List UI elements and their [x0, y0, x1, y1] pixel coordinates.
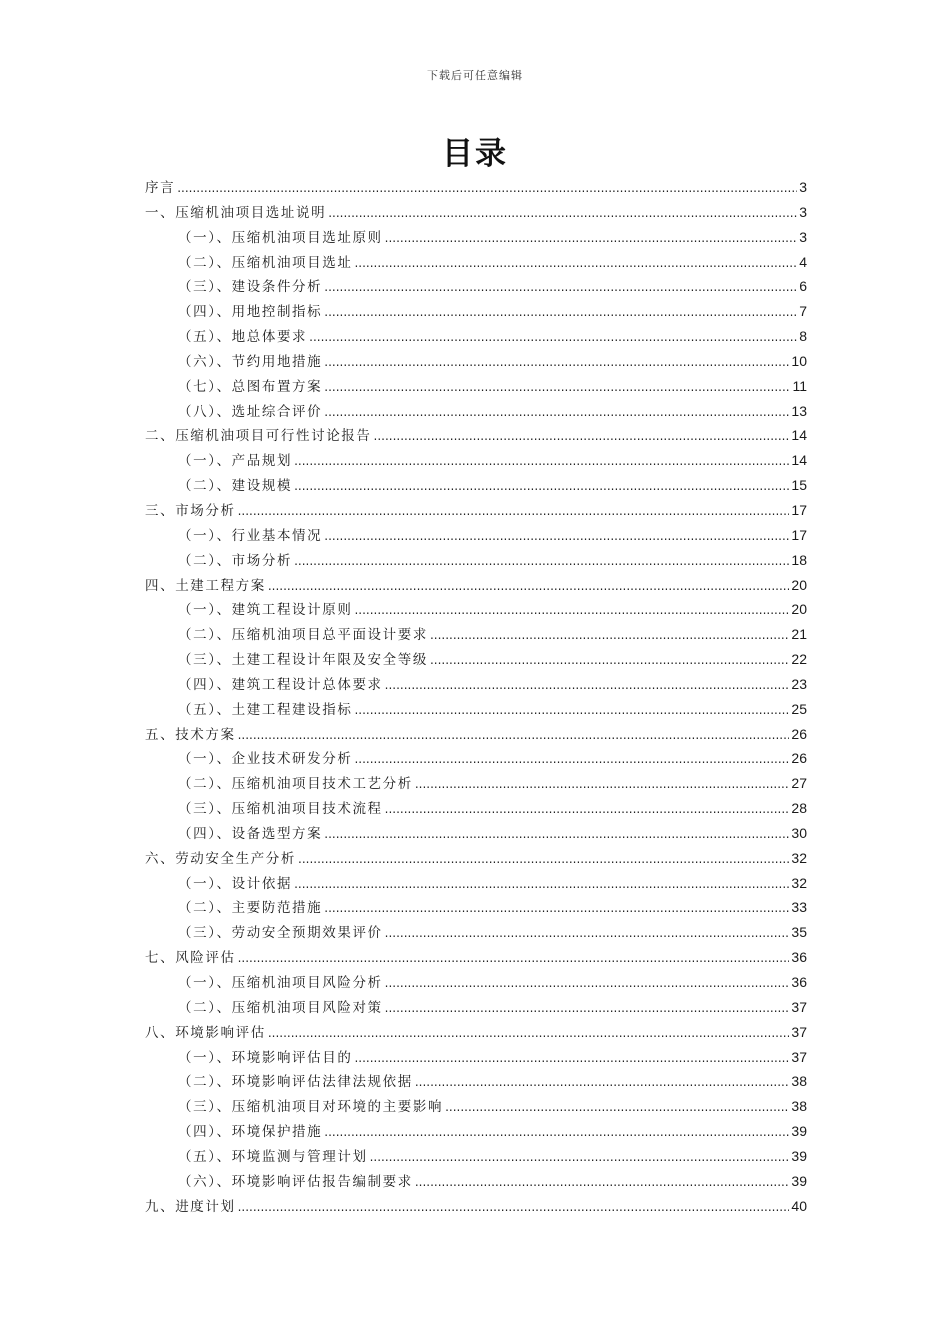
toc-entry-label: （六）、环境影响评估报告编制要求: [178, 1173, 413, 1190]
toc-entry-page-number: 3: [799, 203, 807, 220]
toc-entry-label: （六）、节约用地措施: [178, 353, 323, 370]
toc-entry[interactable]: [145, 299, 807, 324]
toc-entry[interactable]: [145, 548, 807, 573]
toc-leader-dots: [374, 424, 790, 449]
toc-entry[interactable]: [145, 722, 807, 747]
toc-leader-dots: [385, 673, 790, 698]
toc-leader-dots: [177, 176, 797, 201]
toc-entry-label: （三）、土建工程设计年限及安全等级: [178, 652, 428, 669]
toc-leader-dots: [238, 946, 790, 971]
toc-entry[interactable]: [145, 771, 807, 796]
toc-entry[interactable]: [145, 970, 807, 995]
toc-leader-dots: [324, 1120, 789, 1145]
toc-entry-page-number: 17: [791, 526, 807, 543]
toc-entry-page-number: 28: [791, 800, 807, 817]
toc-entry[interactable]: [145, 498, 807, 523]
toc-leader-dots: [415, 772, 790, 797]
toc-leader-dots: [324, 275, 797, 300]
toc-entry-page-number: 3: [799, 228, 807, 245]
toc-entry-page-number: 39: [791, 1172, 807, 1189]
toc-entry-label: （一）、行业基本情况: [178, 527, 323, 544]
toc-leader-dots: [298, 847, 789, 872]
toc-leader-dots: [309, 325, 797, 350]
toc-entry-label: （四）、建筑工程设计总体要求: [178, 676, 383, 693]
toc-leader-dots: [328, 201, 797, 226]
toc-entry-page-number: 8: [799, 328, 807, 345]
toc-entry-label: （五）、地总体要求: [178, 329, 308, 346]
toc-leader-dots: [354, 698, 789, 723]
toc-entry-page-number: 20: [791, 601, 807, 618]
toc-leader-dots: [354, 598, 789, 623]
toc-entry[interactable]: [145, 622, 807, 647]
toc-entry-page-number: 18: [791, 551, 807, 568]
toc-entry[interactable]: [145, 995, 807, 1020]
toc-entry[interactable]: [145, 796, 807, 821]
table-of-contents: [145, 175, 807, 1218]
toc-entry[interactable]: [145, 250, 807, 275]
toc-entry[interactable]: [145, 523, 807, 548]
toc-entry[interactable]: [145, 274, 807, 299]
toc-leader-dots: [238, 723, 790, 748]
toc-entry[interactable]: [145, 895, 807, 920]
toc-entry[interactable]: [145, 945, 807, 970]
toc-entry-label: （二）、压缩机油项目选址: [178, 254, 353, 271]
toc-entry-page-number: 6: [799, 278, 807, 295]
toc-entry-page-number: 25: [791, 700, 807, 717]
toc-entry-label: 一、压缩机油项目选址说明: [145, 204, 327, 221]
toc-entry-label: （四）、环境保护措施: [178, 1124, 323, 1141]
toc-entry[interactable]: [145, 1119, 807, 1144]
toc-entry[interactable]: [145, 399, 807, 424]
toc-entry-label: （一）、产品规划: [178, 453, 293, 470]
toc-entry[interactable]: [145, 1045, 807, 1070]
toc-entry-label: （一）、压缩机油项目选址原则: [178, 229, 383, 246]
toc-entry-label: （二）、建设规模: [178, 478, 293, 495]
toc-leader-dots: [268, 574, 790, 599]
toc-leader-dots: [294, 449, 789, 474]
toc-entry-page-number: 36: [791, 974, 807, 990]
toc-entry-page-number: 38: [791, 1098, 807, 1115]
toc-entry-label: 七、风险评估: [145, 950, 236, 967]
toc-leader-dots: [445, 1095, 789, 1120]
toc-entry-label: （二）、压缩机油项目总平面设计要求: [178, 627, 428, 644]
toc-entry-page-number: 20: [791, 576, 807, 593]
toc-entry-page-number: 13: [791, 402, 807, 419]
toc-entry[interactable]: [145, 225, 807, 250]
toc-entry-label: （一）、建筑工程设计原则: [178, 602, 353, 619]
toc-leader-dots: [324, 524, 789, 549]
toc-entry-page-number: 10: [791, 352, 807, 369]
toc-entry-label: （五）、土建工程建设指标: [178, 701, 353, 718]
toc-leader-dots: [294, 474, 789, 499]
toc-entry[interactable]: [145, 920, 807, 945]
toc-entry-page-number: 36: [791, 949, 807, 966]
toc-leader-dots: [268, 1021, 790, 1046]
toc-entry[interactable]: [145, 1194, 807, 1219]
toc-entry[interactable]: [145, 200, 807, 225]
toc-entry-page-number: 37: [791, 1048, 807, 1065]
toc-entry[interactable]: [145, 374, 807, 399]
toc-entry-page-number: 22: [791, 651, 807, 668]
toc-entry-page-number: 32: [791, 849, 807, 866]
toc-leader-dots: [415, 1170, 790, 1195]
toc-leader-dots: [324, 300, 797, 325]
toc-entry-label: 六、劳动安全生产分析: [145, 850, 296, 867]
toc-entry-page-number: 27: [791, 775, 807, 792]
toc-entry-label: （二）、主要防范措施: [178, 900, 323, 917]
toc-leader-dots: [238, 1195, 790, 1220]
toc-leader-dots: [294, 872, 789, 897]
toc-leader-dots: [370, 1145, 790, 1170]
toc-entry-label: （一）、环境影响评估目的: [178, 1049, 353, 1066]
toc-entry-page-number: 37: [791, 998, 807, 1015]
toc-leader-dots: [354, 747, 789, 772]
toc-entry-label: （三）、劳动安全预期效果评价: [178, 925, 383, 942]
toc-leader-dots: [324, 400, 789, 425]
toc-entry-page-number: 3: [799, 179, 807, 195]
toc-entry-page-number: 17: [791, 501, 807, 518]
toc-entry[interactable]: [145, 1020, 807, 1045]
toc-entry[interactable]: [145, 697, 807, 722]
toc-leader-dots: [385, 797, 790, 822]
toc-leader-dots: [385, 996, 790, 1021]
toc-entry-page-number: 39: [791, 1147, 807, 1164]
toc-entry-label: （二）、环境影响评估法律法规依据: [178, 1074, 413, 1091]
toc-entry[interactable]: [145, 597, 807, 622]
toc-entry-label: 五、技术方案: [145, 726, 236, 743]
toc-entry-label: （二）、压缩机油项目风险对策: [178, 999, 383, 1016]
toc-entry-label: （四）、设备选型方案: [178, 825, 323, 842]
toc-leader-dots: [354, 251, 797, 276]
toc-entry-label: （三）、压缩机油项目对环境的主要影响: [178, 1099, 444, 1116]
toc-entry-label: （五）、环境监测与管理计划: [178, 1148, 368, 1165]
toc-entry-label: （一）、压缩机油项目风险分析: [178, 975, 383, 991]
toc-entry-label: 四、土建工程方案: [145, 577, 266, 594]
toc-entry[interactable]: [145, 1169, 807, 1194]
toc-entry-page-number: 37: [791, 1023, 807, 1040]
toc-entry-page-number: 32: [791, 874, 807, 891]
toc-entry-label: （四）、用地控制指标: [178, 304, 323, 321]
toc-leader-dots: [385, 226, 798, 251]
toc-entry-page-number: 11: [792, 377, 807, 394]
toc-leader-dots: [324, 350, 789, 375]
toc-entry-label: 九、进度计划: [145, 1198, 236, 1215]
toc-entry[interactable]: [145, 746, 807, 771]
toc-entry-page-number: 35: [791, 924, 807, 941]
toc-entry[interactable]: [145, 846, 807, 871]
toc-entry[interactable]: [145, 1144, 807, 1169]
toc-entry-label: 序言: [145, 180, 176, 196]
toc-leader-dots: [415, 1070, 790, 1095]
toc-entry[interactable]: [145, 1094, 807, 1119]
toc-entry-page-number: 40: [791, 1197, 807, 1214]
toc-entry-label: 二、压缩机油项目可行性讨论报告: [145, 428, 372, 445]
toc-entry-page-number: 21: [791, 626, 807, 643]
toc-entry-label: （七）、总图布置方案: [178, 378, 323, 395]
toc-entry-label: （二）、压缩机油项目技术工艺分析: [178, 776, 413, 793]
toc-entry-label: （八）、选址综合评价: [178, 403, 323, 420]
toc-entry[interactable]: [145, 1069, 807, 1094]
toc-leader-dots: [430, 623, 789, 648]
toc-leader-dots: [294, 549, 789, 574]
toc-entry-label: （一）、设计依据: [178, 875, 293, 892]
toc-entry-page-number: 39: [791, 1123, 807, 1140]
toc-entry-page-number: 26: [791, 725, 807, 742]
toc-entry-page-number: 4: [799, 253, 807, 270]
toc-entry[interactable]: [145, 473, 807, 498]
toc-entry-label: （一）、企业技术研发分析: [178, 751, 353, 768]
toc-entry[interactable]: [145, 349, 807, 374]
toc-entry-page-number: 23: [791, 675, 807, 692]
toc-entry-page-number: 30: [791, 824, 807, 841]
toc-entry-label: 三、市场分析: [145, 502, 236, 519]
toc-entry-label: （二）、市场分析: [178, 552, 293, 569]
toc-leader-dots: [354, 1046, 789, 1071]
page-title: 目录: [442, 136, 508, 172]
toc-leader-dots: [385, 971, 790, 996]
toc-leader-dots: [238, 499, 790, 524]
toc-entry-page-number: 33: [791, 899, 807, 916]
toc-entry-page-number: 38: [791, 1073, 807, 1090]
toc-leader-dots: [324, 375, 790, 400]
toc-leader-dots: [324, 822, 789, 847]
toc-entry[interactable]: [145, 448, 807, 473]
toc-entry-page-number: 14: [791, 427, 807, 444]
toc-leader-dots: [385, 921, 790, 946]
toc-entry-page-number: 15: [791, 477, 807, 494]
toc-entry[interactable]: [145, 324, 807, 349]
toc-entry-page-number: 14: [791, 452, 807, 469]
toc-leader-dots: [430, 648, 789, 673]
toc-entry-page-number: 7: [799, 303, 807, 320]
toc-entry-page-number: 26: [791, 750, 807, 767]
toc-entry[interactable]: [145, 423, 807, 448]
toc-entry[interactable]: [145, 821, 807, 846]
toc-entry[interactable]: [145, 573, 807, 598]
toc-entry-label: （三）、压缩机油项目技术流程: [178, 801, 383, 818]
toc-entry[interactable]: [145, 672, 807, 697]
toc-leader-dots: [324, 896, 789, 921]
header-note: 下载后可任意编辑: [427, 69, 523, 82]
toc-entry-label: （三）、建设条件分析: [178, 279, 323, 296]
toc-entry-label: 八、环境影响评估: [145, 1024, 266, 1041]
toc-entry[interactable]: [145, 647, 807, 672]
toc-entry[interactable]: [145, 871, 807, 896]
toc-entry[interactable]: [145, 175, 807, 200]
